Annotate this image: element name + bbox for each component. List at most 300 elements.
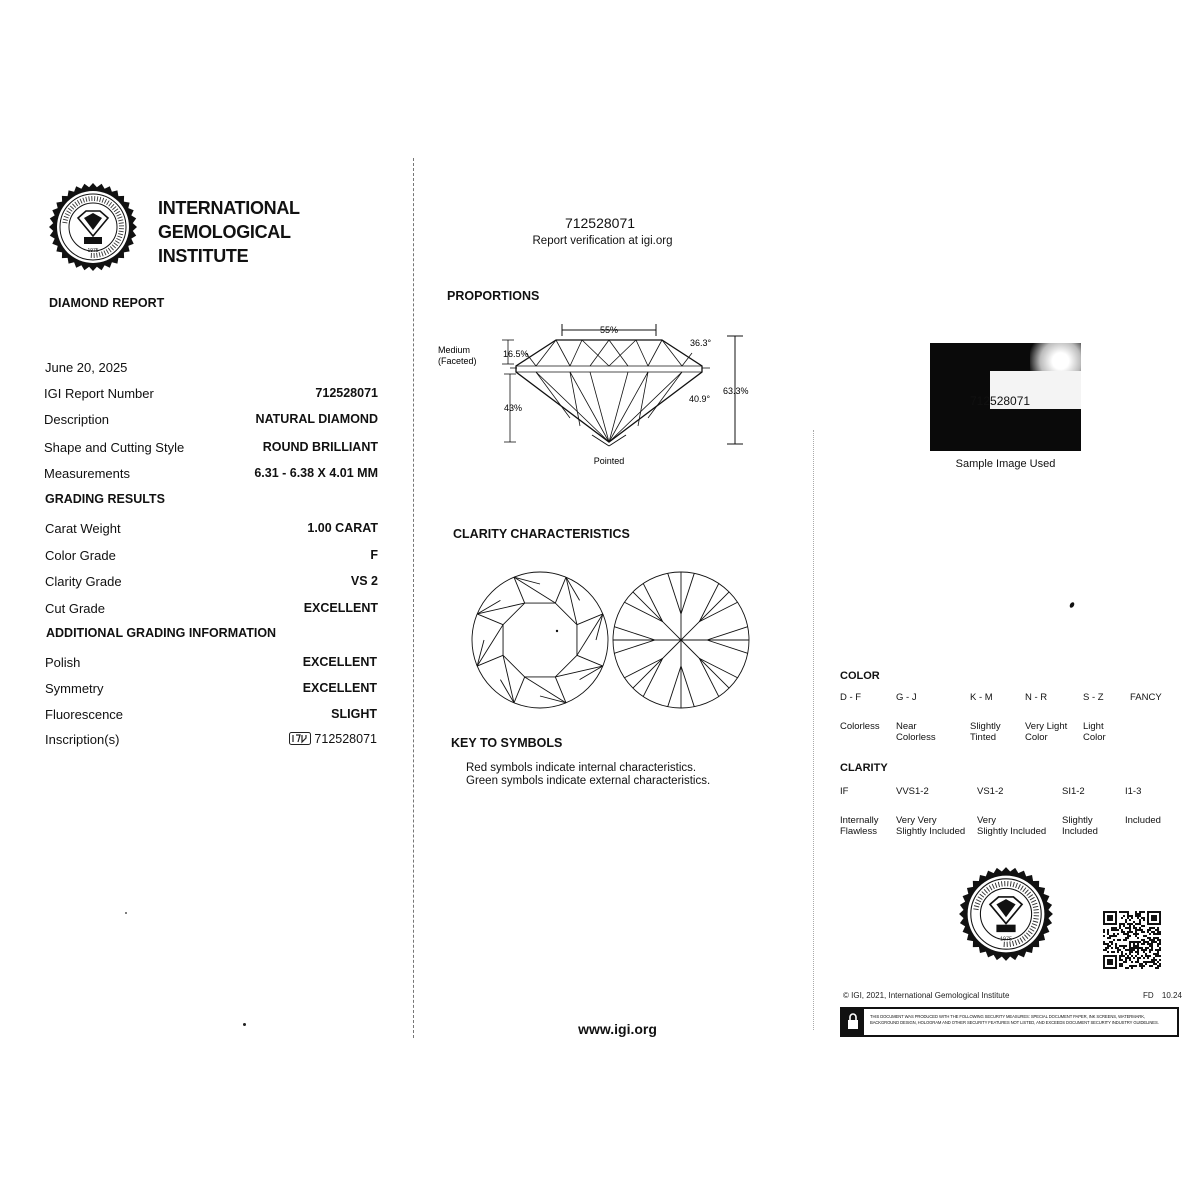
qr-module xyxy=(1121,945,1123,947)
row-inscription xyxy=(45,732,377,757)
qr-module xyxy=(1121,923,1123,925)
qr-module xyxy=(1137,929,1139,931)
girdle-label-2: (Faceted) xyxy=(438,356,477,366)
qr-module xyxy=(1123,939,1125,941)
qr-module xyxy=(1125,911,1127,913)
qr-module xyxy=(1151,959,1153,961)
row-measurements xyxy=(44,466,378,492)
igi-inscription-icon xyxy=(289,732,311,745)
clarity-grade-vs xyxy=(977,786,1046,837)
qr-finder-center xyxy=(1107,959,1113,965)
website-link[interactable]: www.igi.org xyxy=(578,1021,657,1037)
qr-module xyxy=(1149,929,1151,931)
qr-module xyxy=(1141,947,1143,949)
qr-module xyxy=(1159,933,1161,935)
color-grade-fancy xyxy=(1130,692,1162,703)
qr-module xyxy=(1145,949,1147,951)
qr-module xyxy=(1111,943,1113,945)
qr-module xyxy=(1111,927,1113,929)
qr-module xyxy=(1137,941,1139,943)
qr-module xyxy=(1155,937,1157,939)
qr-module xyxy=(1157,961,1159,963)
qr-module xyxy=(1151,945,1153,947)
qr-module xyxy=(1151,949,1153,951)
qr-module xyxy=(1157,929,1159,931)
desc: Very Very xyxy=(896,815,937,826)
qr-module xyxy=(1143,911,1145,913)
qr-finder-center xyxy=(1107,915,1113,921)
qr-module xyxy=(1117,939,1119,941)
desc: Color xyxy=(1025,732,1048,743)
clarity-scale xyxy=(840,786,1170,846)
qr-module xyxy=(1111,941,1113,943)
qr-code[interactable] xyxy=(1103,911,1161,969)
qr-module xyxy=(1141,949,1143,951)
table-facet xyxy=(503,603,577,677)
qr-module xyxy=(1129,953,1131,955)
qr-module xyxy=(1131,923,1133,925)
verification-text: Report verification at igi.org xyxy=(532,235,673,247)
qr-module xyxy=(1117,951,1119,953)
qr-module xyxy=(1119,955,1121,957)
qr-module xyxy=(1157,945,1159,947)
qr-module xyxy=(1159,959,1161,961)
qr-module xyxy=(1137,943,1139,945)
qr-module xyxy=(1129,949,1131,951)
proportions-diagram xyxy=(430,318,770,478)
girdle-facet-edge xyxy=(540,696,566,703)
qr-module xyxy=(1149,927,1151,929)
pavilion-half-facet-line xyxy=(643,658,662,696)
key-to-symbols-text xyxy=(466,762,710,788)
qr-module xyxy=(1155,963,1157,965)
desc: Colorless xyxy=(896,732,936,743)
star-facet-edge xyxy=(477,625,503,666)
qr-module xyxy=(1135,965,1137,967)
qr-module xyxy=(1153,937,1155,939)
qr-module xyxy=(1137,917,1139,919)
qr-module xyxy=(1115,935,1117,937)
qr-module xyxy=(1121,911,1123,913)
pavilion-half-facet-line xyxy=(681,573,694,614)
grade: VS1-2 xyxy=(977,786,1004,797)
shape-value: ROUND BRILLIANT xyxy=(262,440,378,454)
qr-module xyxy=(1157,937,1159,939)
desc: Slightly Included xyxy=(977,826,1047,837)
pavilion-half-facet-line xyxy=(668,666,681,707)
qr-module xyxy=(1149,939,1151,941)
pavilion-half-facet-line xyxy=(699,658,718,696)
qr-module xyxy=(1141,967,1143,969)
qr-module xyxy=(1127,949,1129,951)
qr-module xyxy=(1119,925,1121,927)
qr-module xyxy=(1145,953,1147,955)
qr-module xyxy=(1131,965,1133,967)
pavilion-half-facet-line xyxy=(707,640,748,653)
qr-module xyxy=(1143,931,1145,933)
qr-module xyxy=(1127,957,1129,959)
desc: Internally xyxy=(840,815,879,826)
grade: N - R xyxy=(1025,692,1048,703)
qr-module xyxy=(1153,941,1155,943)
cut-value: EXCELLENT xyxy=(303,600,378,615)
pavilion-half-facet-line xyxy=(624,658,662,677)
qr-module xyxy=(1129,925,1131,927)
qr-module xyxy=(1139,957,1141,959)
qr-module xyxy=(1131,949,1133,951)
seal-year: 1975 xyxy=(87,248,99,254)
pavilion-half-facet-line xyxy=(699,658,737,677)
girdle-label-1: Medium xyxy=(438,345,471,355)
pavilion-half-facet-line xyxy=(614,640,655,653)
institute-name xyxy=(158,196,300,268)
clarity-grade-i xyxy=(1125,786,1161,826)
qr-module xyxy=(1141,939,1143,941)
pavilion-half-facet-line xyxy=(699,583,718,621)
desc: Flawless xyxy=(840,826,877,837)
qr-module xyxy=(1153,931,1155,933)
crown-height: 16.5% xyxy=(503,349,529,359)
row-label: Symmetry xyxy=(45,681,104,696)
qr-module xyxy=(1109,941,1111,943)
grade: FANCY xyxy=(1130,692,1162,703)
qr-module xyxy=(1129,965,1131,967)
qr-module xyxy=(1129,923,1131,925)
clarity-value: VS 2 xyxy=(350,574,378,588)
qr-module xyxy=(1159,947,1161,949)
qr-module xyxy=(1157,949,1159,951)
girdle-facet-edge xyxy=(596,614,603,640)
qr-module xyxy=(1125,937,1127,939)
qr-module xyxy=(1107,937,1109,939)
qr-module xyxy=(1107,943,1109,945)
security-banner xyxy=(840,1007,1179,1037)
qr-module xyxy=(1141,931,1143,933)
girdle-facet-edge xyxy=(514,577,540,584)
qr-module xyxy=(1125,939,1127,941)
qr-module xyxy=(1115,947,1117,949)
qr-module xyxy=(1129,919,1131,921)
qr-module xyxy=(1135,927,1137,929)
institute-name-line-2: GEMOLOGICAL xyxy=(158,222,291,242)
star-facet-edge xyxy=(477,614,503,625)
qr-module xyxy=(1157,965,1159,967)
qr-module xyxy=(1137,923,1139,925)
row-shape xyxy=(44,440,378,466)
row-report-number xyxy=(44,386,378,412)
star-facet-edge xyxy=(525,677,566,703)
qr-module xyxy=(1143,951,1145,953)
qr-module xyxy=(1147,957,1149,959)
qr-module xyxy=(1129,947,1131,949)
pavilion-angle: 40.9° xyxy=(689,394,711,404)
seal-year: 1975 xyxy=(1000,936,1012,943)
polish-value: EXCELLENT xyxy=(302,655,377,669)
fluorescence-value: SLIGHT xyxy=(331,706,377,721)
qr-module xyxy=(1123,961,1125,963)
qr-module xyxy=(1117,933,1119,935)
qr-module xyxy=(1133,925,1135,927)
security-text xyxy=(870,1014,1170,1026)
qr-module xyxy=(1119,911,1121,913)
qr-module xyxy=(1159,941,1161,943)
girdle-facet-edge xyxy=(477,640,484,666)
qr-module xyxy=(1143,965,1145,967)
qr-module xyxy=(1119,957,1121,959)
qr-module xyxy=(1121,955,1123,957)
qr-module xyxy=(1119,923,1121,925)
row-label: Shape and Cutting Style xyxy=(44,440,185,455)
qr-module xyxy=(1141,911,1143,913)
qr-module xyxy=(1107,947,1109,949)
qr-module xyxy=(1119,963,1121,965)
qr-module xyxy=(1127,937,1129,939)
grade: D - F xyxy=(840,692,862,703)
qr-module xyxy=(1157,951,1159,953)
grading-results-title: GRADING RESULTS xyxy=(45,492,165,506)
qr-module xyxy=(1109,937,1111,939)
qr-module xyxy=(1131,915,1133,917)
qr-module xyxy=(1123,947,1125,949)
crown-angle: 36.3° xyxy=(690,338,712,348)
qr-module xyxy=(1159,955,1161,957)
clarity-scale-title: CLARITY xyxy=(840,762,888,774)
crown-view-diagram xyxy=(469,569,611,711)
qr-module xyxy=(1131,941,1133,943)
measurements-value: 6.31 - 6.38 X 4.01 MM xyxy=(254,466,378,480)
row-label: Cut Grade xyxy=(45,600,105,616)
qr-module xyxy=(1153,963,1155,965)
star-facet-edge xyxy=(577,614,603,655)
qr-module xyxy=(1113,933,1115,935)
row-clarity xyxy=(45,574,378,601)
qr-module xyxy=(1129,929,1131,931)
qr-module xyxy=(1147,929,1149,931)
qr-module xyxy=(1137,957,1139,959)
qr-module xyxy=(1109,945,1111,947)
qr-module xyxy=(1125,945,1127,947)
qr-module xyxy=(1143,943,1145,945)
color-scale-title: COLOR xyxy=(840,670,880,682)
qr-module xyxy=(1157,953,1159,955)
qr-module xyxy=(1151,947,1153,949)
institute-name-line-1: INTERNATIONAL xyxy=(158,198,300,218)
qr-module xyxy=(1159,939,1161,941)
qr-module xyxy=(1159,963,1161,965)
qr-module xyxy=(1153,959,1155,961)
qr-module xyxy=(1131,967,1133,969)
inscription-value-wrap xyxy=(289,732,377,746)
qr-module xyxy=(1133,949,1135,951)
qr-module xyxy=(1153,939,1155,941)
row-color xyxy=(45,548,378,575)
pavilion-main-line xyxy=(681,592,729,640)
qr-module xyxy=(1123,945,1125,947)
qr-module xyxy=(1135,947,1137,949)
total-depth: 63.3% xyxy=(723,386,749,396)
row-label: Polish xyxy=(45,655,81,670)
qr-module xyxy=(1131,917,1133,919)
qr-module xyxy=(1143,917,1145,919)
qr-module xyxy=(1147,947,1149,949)
qr-module xyxy=(1107,929,1109,931)
qr-module xyxy=(1159,931,1161,933)
qr-module xyxy=(1139,919,1141,921)
qr-module xyxy=(1135,935,1137,937)
report-date: June 20, 2025 xyxy=(45,360,128,375)
qr-module xyxy=(1129,941,1131,943)
qr-module xyxy=(1133,965,1135,967)
qr-module xyxy=(1107,951,1109,953)
qr-module xyxy=(1149,961,1151,963)
qr-module xyxy=(1129,951,1131,953)
seal-igi-mark xyxy=(84,237,102,244)
qr-module xyxy=(1159,949,1161,951)
star-facet-edge xyxy=(566,577,577,625)
qr-module xyxy=(1103,943,1105,945)
qr-module xyxy=(1143,935,1145,937)
qr-module xyxy=(1125,957,1127,959)
qr-module xyxy=(1143,949,1145,951)
qr-module xyxy=(1147,941,1149,943)
qr-module xyxy=(1153,953,1155,955)
qr-module xyxy=(1139,911,1141,913)
qr-module xyxy=(1157,955,1159,957)
qr-module xyxy=(1109,935,1111,937)
qr-module xyxy=(1133,927,1135,929)
qr-module xyxy=(1141,963,1143,965)
security-line-1: THIS DOCUMENT WAS PRODUCED WITH THE FOLLOWING SECURITY MEASURES: SPECIAL DOCUMENT PAPER, INK SCREENS, WATERMARK, xyxy=(870,1014,1145,1019)
qr-module xyxy=(1107,945,1109,947)
star-facet-edge xyxy=(503,655,514,703)
qr-module xyxy=(1121,929,1123,931)
qr-module xyxy=(1153,933,1155,935)
qr-module xyxy=(1103,949,1105,951)
additional-grading-title: ADDITIONAL GRADING INFORMATION xyxy=(46,626,277,640)
qr-module xyxy=(1149,933,1151,935)
qr-module xyxy=(1151,943,1153,945)
girdle-circle xyxy=(472,572,608,708)
igi-seal-large xyxy=(958,866,1054,962)
qr-module xyxy=(1143,925,1145,927)
desc: Very xyxy=(977,815,997,826)
qr-module xyxy=(1123,915,1125,917)
qr-module xyxy=(1135,933,1137,935)
qr-module xyxy=(1137,949,1139,951)
qr-module xyxy=(1135,929,1137,931)
qr-module xyxy=(1119,945,1121,947)
qr-module xyxy=(1145,941,1147,943)
desc: Slightly Included xyxy=(896,826,966,837)
qr-module xyxy=(1143,957,1145,959)
qr-module xyxy=(1121,965,1123,967)
star-facet-edge xyxy=(514,677,525,703)
desc: Very Light xyxy=(1025,721,1068,732)
qr-module xyxy=(1111,929,1113,931)
qr-module xyxy=(1137,953,1139,955)
qr-module xyxy=(1133,941,1135,943)
row-label: Clarity Grade xyxy=(45,574,122,589)
qr-module xyxy=(1145,963,1147,965)
qr-module xyxy=(1155,953,1157,955)
form-version: 10.24 xyxy=(1161,991,1182,1000)
qr-module xyxy=(1139,941,1141,943)
qr-module xyxy=(1135,951,1137,953)
grade: G - J xyxy=(896,692,917,703)
qr-module xyxy=(1119,959,1121,961)
qr-module xyxy=(1123,955,1125,957)
qr-module xyxy=(1149,965,1151,967)
qr-module xyxy=(1121,959,1123,961)
qr-module xyxy=(1133,921,1135,923)
pavilion-half-facet-line xyxy=(643,583,662,621)
qr-module xyxy=(1127,913,1129,915)
qr-module xyxy=(1139,947,1141,949)
star-facet-edge xyxy=(477,603,525,614)
report-title: DIAMOND REPORT xyxy=(49,296,165,310)
qr-module xyxy=(1143,961,1145,963)
qr-module xyxy=(1121,953,1123,955)
row-fluorescence xyxy=(45,707,377,732)
copyright-text: © IGI, 2021, International Gemological Institute xyxy=(843,991,1010,1000)
qr-module xyxy=(1135,941,1137,943)
igi-seal-logo xyxy=(48,182,138,272)
qr-module xyxy=(1159,943,1161,945)
qr-module xyxy=(1145,935,1147,937)
column-divider-left xyxy=(413,158,414,1038)
qr-module xyxy=(1137,933,1139,935)
qr-module xyxy=(1111,951,1113,953)
qr-module xyxy=(1113,935,1115,937)
qr-module xyxy=(1139,921,1141,923)
qr-module xyxy=(1143,939,1145,941)
qr-module xyxy=(1113,951,1115,953)
additional-grading xyxy=(45,655,377,757)
qr-module xyxy=(1147,931,1149,933)
qr-module xyxy=(1127,933,1129,935)
qr-module xyxy=(1139,965,1141,967)
culet-label: Pointed xyxy=(593,456,625,466)
row-label: Carat Weight xyxy=(45,521,121,536)
qr-module xyxy=(1131,951,1133,953)
qr-module xyxy=(1155,933,1157,935)
qr-module xyxy=(1129,945,1131,947)
lock-icon xyxy=(842,1009,864,1035)
qr-module xyxy=(1149,955,1151,957)
qr-module xyxy=(1145,955,1147,957)
security-line-2: BACKGROUND DESIGN, HOLOGRAM AND OTHER SECURITY FEATURES NOT LISTED, AND EXCEEDS DOCUMENT SECURITY INDUSTRY GUIDELINES. xyxy=(870,1020,1159,1025)
star-facet-edge xyxy=(555,666,603,677)
qr-module xyxy=(1135,955,1137,957)
qr-module xyxy=(1151,927,1153,929)
key-line-green: Green symbols indicate external characteristics. xyxy=(466,775,711,787)
qr-module xyxy=(1125,953,1127,955)
clarity-characteristics-title: CLARITY CHARACTERISTICS xyxy=(453,527,630,541)
qr-module xyxy=(1141,965,1143,967)
qr-module xyxy=(1137,961,1139,963)
qr-module xyxy=(1135,915,1137,917)
qr-module xyxy=(1131,947,1133,949)
inscription-value: 712528071 xyxy=(314,731,377,746)
row-label: Fluorescence xyxy=(45,706,124,722)
institute-name-line-3: INSTITUTE xyxy=(158,246,249,266)
key-to-symbols-title: KEY TO SYMBOLS xyxy=(451,736,563,750)
seal-igi-mark xyxy=(996,925,1015,932)
grading-results xyxy=(45,521,378,627)
desc: Included xyxy=(1125,815,1161,826)
pavilion-half-facet-line xyxy=(668,573,681,614)
qr-module xyxy=(1137,913,1139,915)
